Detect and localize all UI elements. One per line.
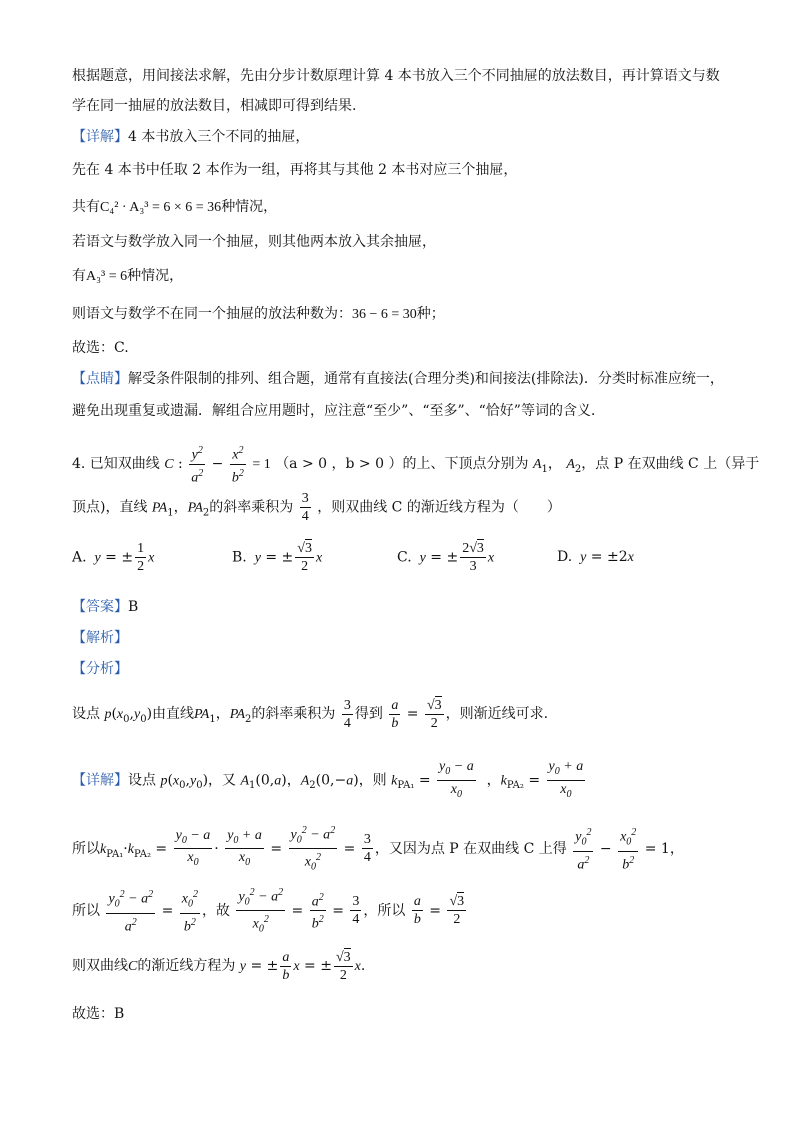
fraction-3-4: $\frac{3}{4}$: [301, 491, 309, 524]
detail2-line-5: 故选：B: [72, 1006, 125, 1022]
intro-line-2: 学在同一抽屉的放法数目，相减即可得到结果.: [72, 98, 357, 114]
option-a[interactable]: A. y = ± $\frac{1}{2}$ x: [72, 541, 155, 574]
detail1-line-6: 则语文与数学不在同一个抽屉的放法种数为：36 − 6 = 30种；: [72, 306, 445, 322]
option-d[interactable]: D. y = ±2x: [557, 549, 634, 565]
comment-line-1: 【点睛】解受条件限制的排列、组合题，通常有直接法(合理分类)和间接法(排除法)．分类时标准应统一，: [72, 371, 724, 387]
comment-line-2: 避免出现重复或遗漏．解组合应用题时，应注意“至少”、“至多”、“恰好”等词的含义．: [72, 403, 605, 419]
formula: C₄² · A₃³ = 6 × 6 = 36: [100, 200, 222, 215]
detail1-line-3: 共有C₄² · A₃³ = 6 × 6 = 36种情况，: [72, 199, 278, 215]
detail1-line-2: 先在 4 本书中任取 2 本作为一组，再将其与其他 2 本书对应三个抽屉，: [72, 162, 518, 178]
option-c[interactable]: C. y = ± $\frac{2√3}{3}$ x: [397, 541, 495, 574]
fenxi-line: 设点 $p(x_0,y_0)$由直线$PA_1$，$PA_2$的斜率乘积为 $\frac{3}{4}$ 得到 $\frac{a}{b}$ = $\frac{√3}{2}$ ，则渐近线可求.: [72, 697, 549, 731]
detail1-line-7: 故选：C.: [72, 340, 129, 356]
detail1-line-1: 【详解】4 本书放入三个不同的抽屉，: [72, 129, 310, 145]
detail-tag: 【详解】: [72, 129, 128, 145]
comment-tag: 【点睛】: [72, 371, 128, 387]
question-4-line-2: 顶点)，直线 $PA_1$，$PA_2$的斜率乘积为 $\frac{3}{4}$ ，则双曲线 C 的渐近线方程为（ ）: [72, 491, 561, 524]
detail2-line-3: 所以 $\frac{y_0^2 - a^2}{a^2}$ = $\frac{x_0^2}{b^2}$ ，故 $\frac{y_0^2 - a^2}{x_0^2}$ = $\frac{a^2}{b^2}$ = $\frac{3}{4}$ ，所以 $\frac{a}{b}$ = $\frac{√3}{2}$: [72, 884, 468, 938]
answer-value: B: [128, 599, 139, 615]
detail1-line-5: 有A₃³ = 6种情况，: [72, 268, 184, 284]
formula: A₃³ = 6: [86, 269, 128, 284]
option-b[interactable]: B. y = ± $\frac{√3}{2}$ x: [232, 541, 323, 574]
fenxi-tag: 【分析】: [72, 661, 128, 677]
fraction-x2-b2: $\frac{x^2}{b^2}$: [230, 442, 246, 486]
formula: 36 − 6 = 30: [352, 307, 417, 322]
answer-tag: 【答案】: [72, 599, 128, 615]
fraction-y2-a2: $\frac{y^2}{a^2}$: [189, 442, 205, 486]
answer-line: [72, 597, 138, 617]
question-4-line-1: 4. 已知双曲线 C : $\frac{y^2}{a^2}$ − $\frac{x^2}{b^2}$ = 1 （a > 0 ，b > 0 ）的上、下顶点分别为 $A_1$， $A_2$，点 P 在双曲线 C 上（异于: [72, 442, 759, 487]
detail2-line-2: 所以$k_{PA_1}\cdot k_{PA_2}$ = $\frac{y_0 - a}{x_0}$ · $\frac{y_0 + a}{x_0}$ = $\frac{y_0^2 - a^2}{x_0^2}$ = $\frac{3}{4}$ ，又因为点 P 在双曲线 C 上得 $\frac{y_0^2}{a^2}$ − $\frac{x_0^2}{b^2}$ = 1，: [72, 822, 684, 876]
intro-line-1: 根据题意，用间接法求解，先由分步计数原理计算 4 本书放入三个不同抽屉的放法数目，再计算语文与数: [72, 68, 720, 84]
detail1-line-4: 若语文与数学放入同一个抽屉，则其他两本放入其余抽屉，: [72, 234, 436, 250]
analysis-tag: 【解析】: [72, 630, 128, 646]
detail2-line-1: 【详解】设点 $p(x_0,y_0)$，又 $A_1(0,a)$，$A_2(0,-a)$，则 $k_{PA_1}$ = $\frac{y_0 - a}{x_0}$ ，$k_{PA_2}$ = $\frac{y_0 + a}{x_0}$: [72, 759, 584, 800]
detail-tag: 【详解】: [72, 772, 128, 789]
detail2-line-4: 则双曲线C的渐近线方程为 y = ± $\frac{a}{b}$ x = ± $\frac{√3}{2}$ x.: [72, 949, 366, 983]
